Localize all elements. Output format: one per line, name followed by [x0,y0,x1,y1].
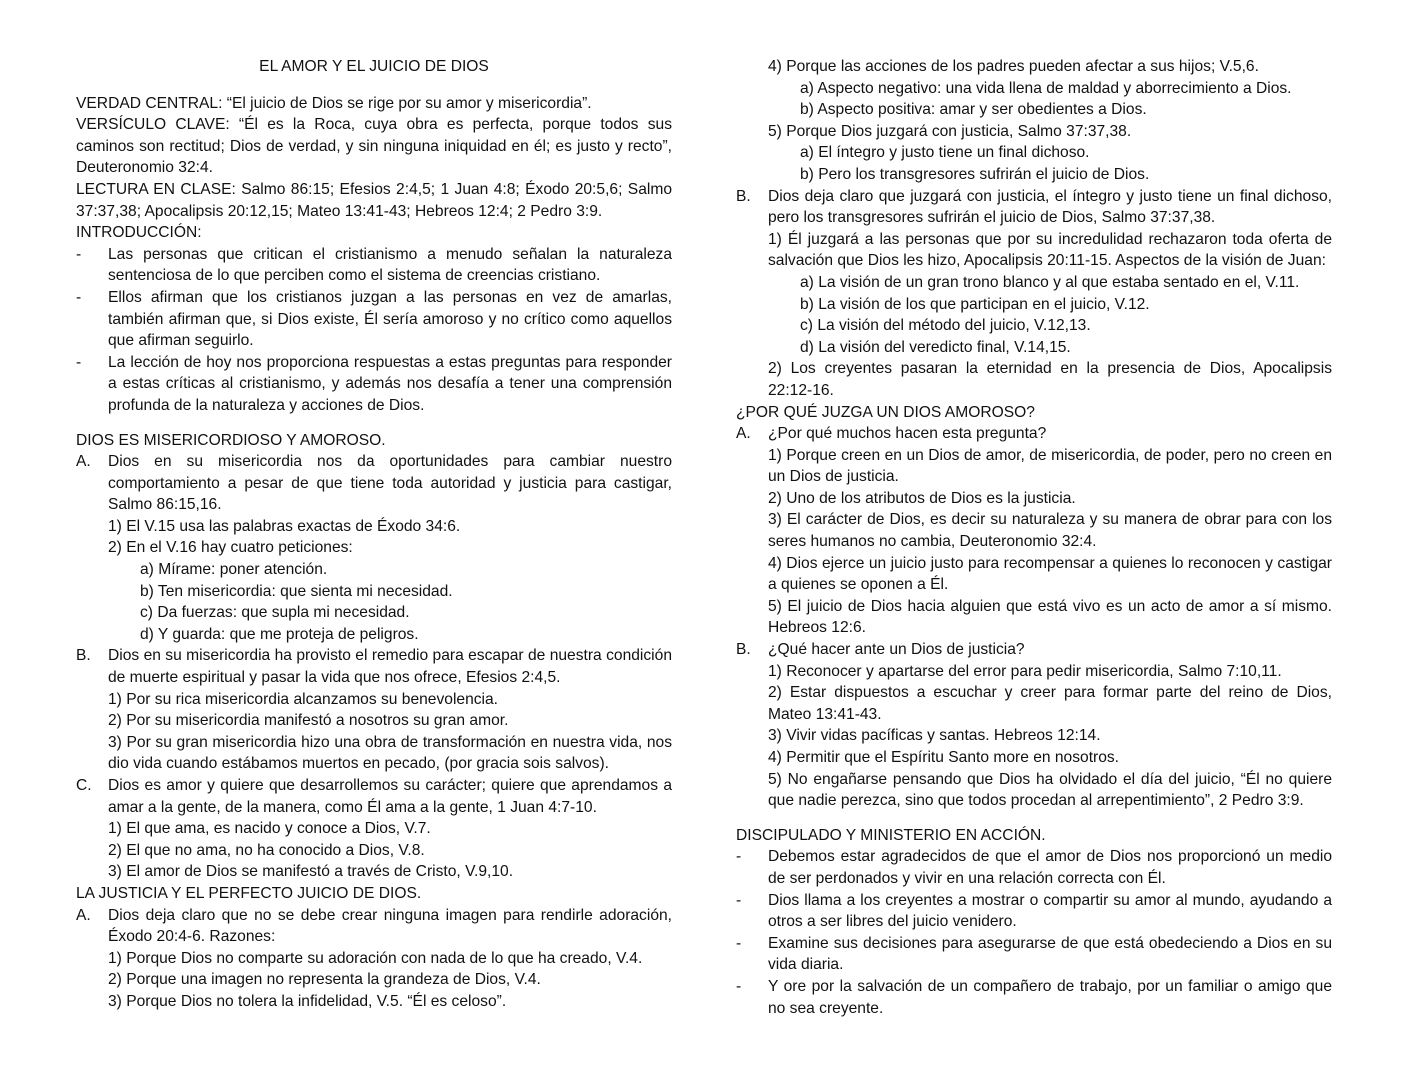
list-marker: B. [76,647,91,665]
sub-sub-point: d) La visión del veredicto final, V.14,15. [800,338,1071,356]
list-marker: A. [76,906,91,924]
intro-heading: INTRODUCCIÓN: [76,224,202,242]
section-heading: LA JUSTICIA Y EL PERFECTO JUICIO DE DIOS. [76,884,422,902]
sub-point: 3) Vivir vidas pacíficas y santas. Hebreos 12:14. [768,727,1101,745]
section-point: A. ¿Por qué muchos hacen esta pregunta? [736,423,1332,445]
list-marker: B. [736,187,751,205]
sub-point: 1) Porque creen en un Dios de amor, de misericordia, de poder, pero no creen en un Dios de justicia. [768,446,1332,486]
sub-sub-point: c) La visión del método del juicio, V.12,13. [800,317,1091,335]
sub-point: 4) Porque las acciones de los padres pueden afectar a sus hijos; V.5,6. [768,58,1259,75]
sub-sub-point: b) Ten misericordia: que sienta mi necesidad. [140,582,453,600]
key-verse: VERSÍCULO CLAVE: “Él es la Roca, cuya obra es perfecta, porque todos sus caminos son rectitud; Dios de verdad, y sin ninguna iniquidad en él; es justo y recto”, Deuteronomio 32:4. [76,116,672,177]
sub-sub-point: b) Pero los transgresores sufrirán el juicio de Dios. [800,165,1150,183]
section-point: A. Dios en su misericordia nos da oportunidades para cambiar nuestro comportamiento a pesar de que tiene toda autoridad y justicia para castigar, Salmo 86:15,16. [76,453,672,514]
sub-point: 5) No engañarse pensando que Dios ha olvidado el día del juicio, “Él no quiere que nadie perezca, sino que todos procedan al arrepentimiento”, 2 Pedro 3:9. [768,770,1332,810]
section-point: B. ¿Qué hacer ante un Dios de justicia? [736,639,1332,661]
class-reading: LECTURA EN CLASE: Salmo 86:15; Efesios 2:4,5; 1 Juan 4:8; Éxodo 20:5,6; Salmo 37:37,38; Apocalipsis 20:12,15; Mateo 13:41-43; Hebreos 12:4; 2 Pedro 3:9. [76,180,672,220]
sub-sub-point: b) Aspecto positiva: amar y ser obedientes a Dios. [800,101,1147,119]
sub-sub-point: b) La visión de los que participan en el juicio, V.12. [800,295,1150,313]
section-point: B. Dios en su misericordia ha provisto el remedio para escapar de nuestra condición de muerte espiritual y pasar la vida que nos ofrece, Efesios 2:4,5. [76,647,672,687]
sub-point: 4) Permitir que el Espíritu Santo more en nosotros. [768,749,1120,766]
sub-point: 1) El que ama, es nacido y conoce a Dios, V.7. [108,820,431,838]
sub-point: 5) Porque Dios juzgará con justicia, Salmo 37:37,38. [768,122,1132,140]
sub-point: 2) Por su misericordia manifestó a nosotros su gran amor. [108,712,509,730]
sub-sub-point: a) Mírame: poner atención. [140,561,328,579]
sub-point: 3) El amor de Dios se manifestó a través de Cristo, V.9,10. [108,863,514,881]
list-marker: A. [76,453,91,471]
section-point: C. Dios es amor y quiere que desarrollemos su carácter; quiere que aprendamos a amar a la gente, de la manera, como Él ama a la gente, 1 Juan 4:7-10. [76,777,672,816]
list-marker: A. [736,425,751,443]
sub-point: 3) El carácter de Dios, es decir su naturaleza y su manera de obrar para con los seres humanos no cambia, Deuteronomio 32:4. [768,511,1332,551]
sub-point: 2) Los creyentes pasaran la eternidad en la presencia de Dios, Apocalipsis 22:12-16. [768,360,1332,399]
section-point: A. Dios deja claro que no se debe crear ninguna imagen para rendirle adoración, Éxodo 20:4-6. Razones: [76,906,672,946]
sub-point: 1) Él juzgará a las personas que por su incredulidad rechazaron toda oferta de salvación que Dios les hizo, Apocalipsis 20:11-15. Aspectos de la visión de Juan: [768,230,1332,270]
sub-point: 3) Porque Dios no tolera la infidelidad, V.5. “Él es celoso”. [108,992,507,1010]
sub-sub-point: a) La visión de un gran trono blanco y al que estaba sentado en el, V.11. [800,273,1300,291]
document-title: EL AMOR Y EL JUICIO DE DIOS [259,58,489,75]
list-marker: B. [736,641,751,659]
list-marker: - [76,288,82,306]
intro-item: - La lección de hoy nos proporciona respuestas a estas preguntas para responder a estas críticas al cristianismo, y además nos desafía a tener una comprensión profunda de la naturaleza y acciones de Dios. [76,353,672,414]
right-column [736,56,1332,1019]
list-marker: - [76,353,82,371]
list-marker: - [736,848,742,866]
sub-point: 5) El juicio de Dios hacia alguien que está vivo es un acto de amor a sí mismo. Hebreos 12:6. [768,597,1332,637]
sub-sub-point: c) Da fuerzas: que supla mi necesidad. [140,604,410,622]
action-item: - Y ore por la salvación de un compañero de trabajo, por un familiar o amigo que no sea creyente. [736,977,1332,1017]
section-heading: DISCIPULADO Y MINISTERIO EN ACCIÓN. [736,826,1046,844]
sub-sub-point: a) El íntegro y justo tiene un final dichoso. [800,144,1090,162]
section-point: B. Dios deja claro que juzgará con justicia, el íntegro y justo tiene un final dichoso, pero los transgresores sufrirán el juicio de Dios, Salmo 37:37,38. [736,187,1332,227]
sub-point: 1) Porque Dios no comparte su adoración con nada de lo que ha creado, V.4. [108,949,643,967]
sub-point: 1) Por su rica misericordia alcanzamos su benevolencia. [108,690,499,708]
list-marker: - [76,245,82,263]
sub-point: 1) Reconocer y apartarse del error para pedir misericordia, Salmo 7:10,11. [768,662,1282,680]
sub-point: 1) El V.15 usa las palabras exactas de Éxodo 34:6. [108,517,461,535]
list-marker: - [736,934,742,952]
sub-point: 4) Dios ejerce un juicio justo para recompensar a quienes lo reconocen y castigar a quienes se oponen a Él. [768,554,1332,594]
sub-sub-point: d) Y guarda: que me proteja de peligros. [140,625,419,643]
action-item: - Debemos estar agradecidos de que el amor de Dios nos proporcionó un medio de ser perdonados y vivir en una relación correcta con Él. [736,848,1332,887]
intro-item: - Las personas que critican el cristianismo a menudo señalan la naturaleza sentenciosa de lo que perciben como el sistema de creencias cristiano. [76,245,672,285]
sub-point: 2) El que no ama, no ha conocido a Dios, V.8. [108,841,425,859]
section-heading: ¿POR QUÉ JUZGA UN DIOS AMOROSO? [736,403,1035,421]
intro-item: - Ellos afirman que los cristianos juzgan a las personas en vez de amarlas, también afirman que, si Dios existe, Él sería amoroso y no crítico como aquellos que afirman seguirlo. [76,288,672,350]
central-truth: VERDAD CENTRAL: “El juicio de Dios se rige por su amor y misericordia”. [76,94,592,112]
left-column [76,56,672,1013]
sub-point: 2) Estar dispuestos a escuchar y creer para formar parte del reino de Dios, Mateo 13:41-43. [768,684,1332,723]
sub-point: 2) Uno de los atributos de Dios es la justicia. [768,489,1076,507]
section-heading: DIOS ES MISERICORDIOSO Y AMOROSO. [76,431,386,449]
sub-sub-point: a) Aspecto negativo: una vida llena de maldad y aborrecimiento a Dios. [800,79,1292,97]
action-item: - Dios llama a los creyentes a mostrar o compartir su amor al mundo, ayudando a otros a ser libres del juicio venidero. [736,891,1332,931]
sub-point: 2) En el V.16 hay cuatro peticiones: [108,539,353,557]
action-item: - Examine sus decisiones para asegurarse de que está obedeciendo a Dios en su vida diaria. [736,934,1332,974]
sub-point: 2) Porque una imagen no representa la grandeza de Dios, V.4. [108,971,541,989]
list-marker: C. [76,777,92,794]
sub-point: 3) Por su gran misericordia hizo una obra de transformación en nuestra vida, nos dio vida cuando estábamos muertos en pecado, (por gracia sois salvos). [108,733,672,773]
list-marker: - [736,977,742,995]
list-marker: - [736,891,742,909]
